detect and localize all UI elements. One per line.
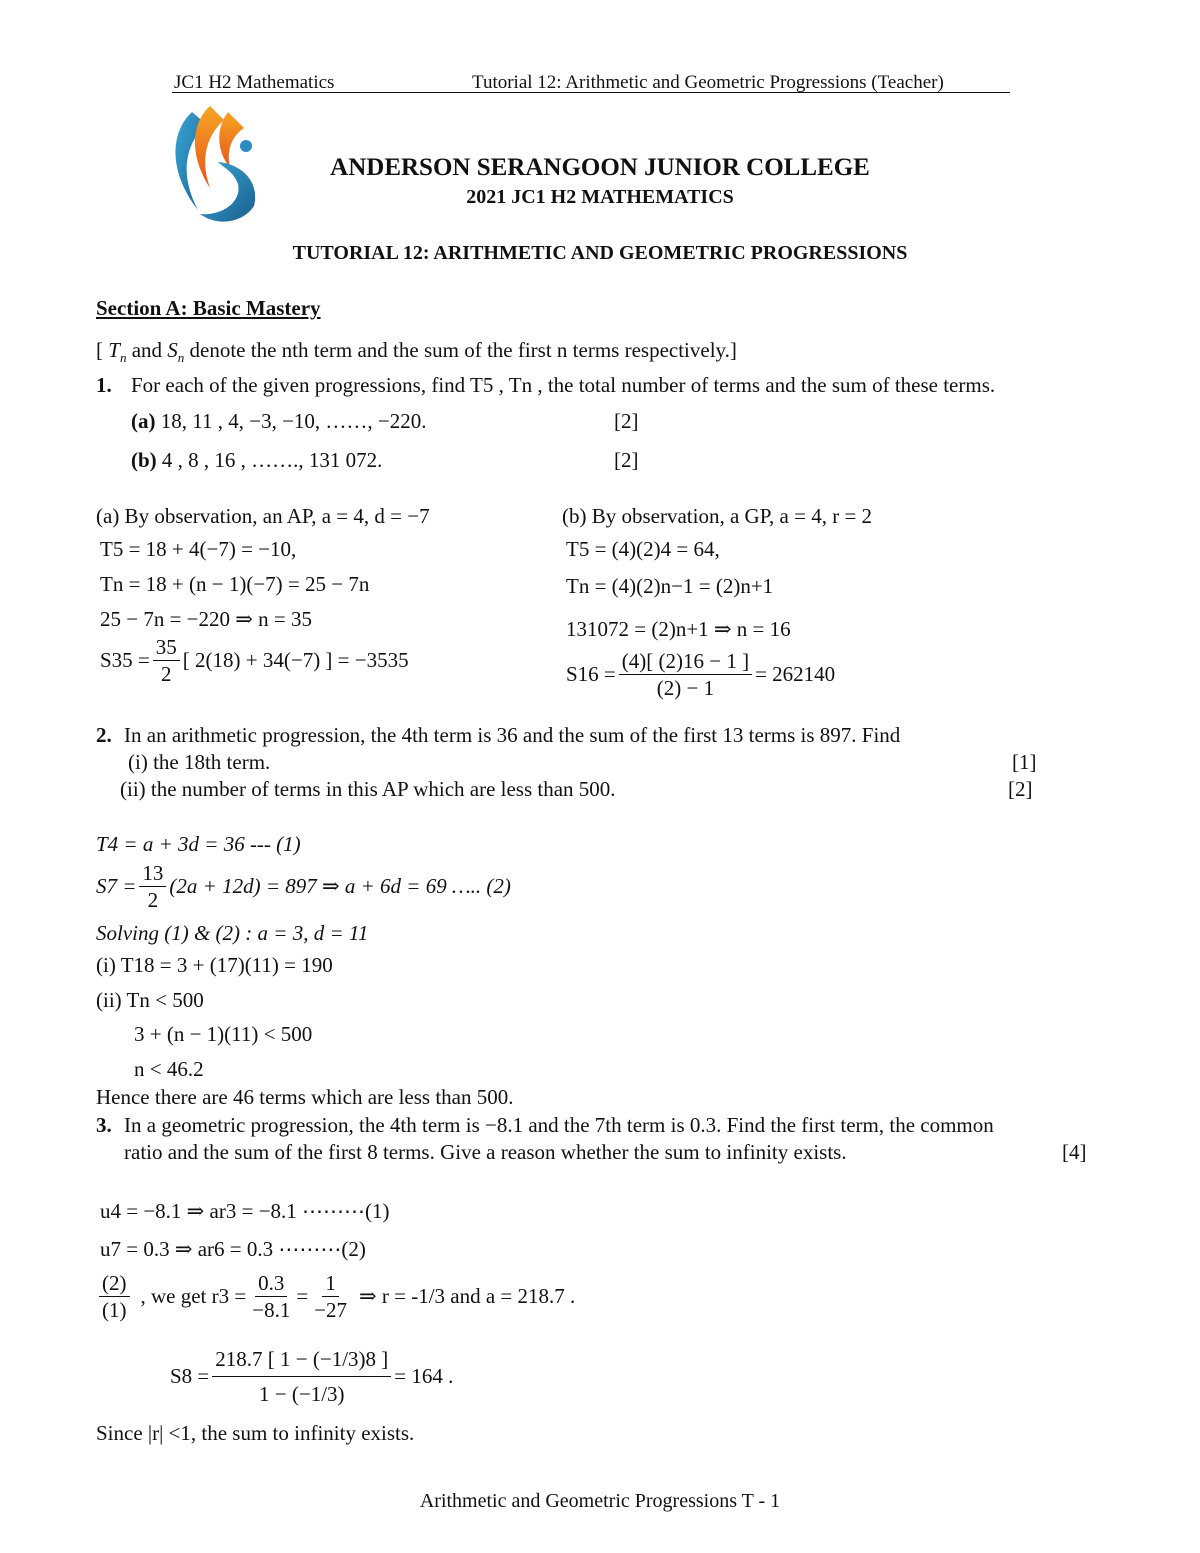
sol3-line1: u4 = −8.1 ⇒ ar3 = −8.1 ⋯⋯⋯(1) [100,1199,390,1223]
tutorial-title: TUTORIAL 12: ARITHMETIC AND GEOMETRIC PROGRESSIONS [292,242,908,264]
header-rule [172,92,1010,93]
sol1b-line2: T5 = (4)(2)4 = 64, [566,537,720,561]
q1-text: For each of the given progressions, find T5 , Tn , the total number of terms and the sum of these terms. [131,373,996,397]
q1-number: 1. [96,373,112,397]
sol2-line4: (i) T18 = 3 + (17)(11) = 190 [96,953,333,977]
sol3-fraction-simplified [311,1270,350,1323]
sol1a-line3: Tn = 18 + (n − 1)(−7) = 25 − 7n [100,572,370,596]
and-text: and [126,338,168,362]
sol3-sum-fraction-num: 218.7 [ 1 − (−1/3)8 ] [212,1342,391,1377]
q2-part-ii-marks: [2] [1008,777,1033,801]
q1a-marks: [2] [614,409,639,433]
sol3-sum-fraction-den: 1 − (−1/3) [259,1382,345,1406]
sol1a-fraction-num: 35 [153,634,180,661]
sol3-fraction-values-num: 0.3 [255,1270,287,1297]
s-subscript: n [177,350,185,366]
sol2-line8: Hence there are 46 terms which are less than 500. [96,1085,514,1109]
q1a-label: (a) [131,409,156,433]
sol1a-line4: 25 − 7n = −220 ⇒ n = 35 [100,607,312,631]
sol3-sum-lhs: S8 = [170,1364,210,1388]
sol2-fraction-num: 13 [139,860,166,887]
sol2-fraction [139,860,166,913]
sol2-line2-rhs: (2a + 12d) = 897 ⇒ a + 6d = 69 ….. (2) [169,874,511,898]
q2-part-i: (i) the 18th term. [128,750,271,774]
sol3-fraction-values-den: −8.1 [252,1298,291,1322]
sol2-fraction-den: 2 [147,888,159,912]
q2-part-i-marks: [1] [1012,750,1037,774]
t-subscript: n [119,350,127,366]
notation-line: [ $T_n$ and $S_n$ denote the nth term and the sum of the first n terms respectively.] [96,338,737,366]
course-title: 2021 JC1 H2 MATHEMATICS [466,186,734,208]
sol1a-sum [100,634,409,687]
sol1b-line1: (b) By observation, a GP, a = 4, r = 2 [562,504,873,528]
header-right: Tutorial 12: Arithmetic and Geometric Progressions (Teacher) [472,72,944,93]
sol3-sum [170,1342,453,1411]
sol2-line5: (ii) Tn < 500 [96,988,204,1012]
sol2-line1: T4 = a + 3d = 36 --- (1) [96,832,301,856]
q2-part-ii: (ii) the number of terms in this AP which are less than 500. [120,777,616,801]
q2-text: In an arithmetic progression, the 4th term is 36 and the sum of the first 13 terms is 897. Find [124,723,901,747]
q2-number: 2. [96,723,112,747]
sol3-sum-rhs: = 164 . [394,1364,454,1388]
sol2-line2 [96,860,511,913]
sol2-line6: 3 + (n − 1)(11) < 500 [134,1022,313,1046]
sol3-we-get: , we get r3 = [140,1284,247,1308]
sol2-line2-lhs: S7 = [96,874,137,898]
sol2-line3: Solving (1) & (2) : a = 3, d = 11 [96,921,369,945]
sol1b-sum-rhs: = 262140 [755,662,836,686]
sol3-ratio-line [96,1270,575,1323]
sol3-sum-fraction [212,1342,391,1411]
page-footer: Arithmetic and Geometric Progressions T - 1 [419,1490,781,1512]
q1b [131,448,382,473]
sol3-conclusion: Since |r| <1, the sum to infinity exists. [96,1421,415,1445]
sol1a-fraction [153,634,180,687]
sol3-fraction-values [249,1270,293,1323]
sol3-result: ⇒ r = -1/3 and a = 218.7 . [359,1284,576,1308]
sol3-equals: = [296,1284,309,1308]
sol1b-sum-lhs: S16 = [566,662,616,686]
sol1a-line2: T5 = 18 + 4(−7) = −10, [100,537,297,561]
q1a [131,409,427,434]
sol1b-sum [566,648,835,701]
notation-rest: denote the nth term and the sum of the first n terms respectively.] [184,338,737,362]
q1a-text: 18, 11 , 4, −3, −10, ……, −220. [155,409,427,433]
q3-text-line1: In a geometric progression, the 4th term is −8.1 and the 7th term is 0.3. Find the first term, the common [124,1113,994,1137]
sol1b-fraction-den: (2) − 1 [656,676,715,700]
sol1a-sum-lhs: S35 = [100,648,150,672]
q3-marks: [4] [1062,1140,1087,1164]
sol3-fraction-eq [99,1270,130,1323]
sol3-fraction-simplified-num: 1 [322,1270,339,1297]
sol3-line2: u7 = 0.3 ⇒ ar6 = 0.3 ⋯⋯⋯(2) [100,1237,366,1261]
sol1a-line1: (a) By observation, an AP, a = 4, d = −7 [96,504,430,528]
q1b-marks: [2] [614,448,639,472]
q3-text-line2: ratio and the sum of the first 8 terms. Give a reason whether the sum to infinity exists. [124,1140,847,1164]
sol3-fraction-eq-den: (1) [102,1298,127,1322]
q1b-label: (b) [131,448,157,472]
sol1a-sum-rhs: [ 2(18) + 34(−7) ] = −3535 [182,648,409,672]
sol2-line7: n < 46.2 [134,1057,204,1081]
t-symbol: T [108,338,120,362]
sol1b-line3: Tn = (4)(2)n−1 = (2)n+1 [566,574,774,598]
q3-number: 3. [96,1113,112,1137]
section-heading: Section A: Basic Mastery [96,296,321,320]
sol1b-fraction [619,648,752,701]
school-name: ANDERSON SERANGOON JUNIOR COLLEGE [330,154,870,181]
sol1b-fraction-num: (4)[ (2)16 − 1 ] [619,648,752,675]
sol3-fraction-eq-num: (2) [99,1270,130,1297]
s-symbol: S [167,338,178,362]
q1b-text: 4 , 8 , 16 , ……., 131 072. [156,448,383,472]
sol3-fraction-simplified-den: −27 [314,1298,348,1322]
sol1b-line4: 131072 = (2)n+1 ⇒ n = 16 [566,617,791,641]
header-left: JC1 H2 Mathematics [174,72,335,93]
sol1a-fraction-den: 2 [161,662,172,686]
